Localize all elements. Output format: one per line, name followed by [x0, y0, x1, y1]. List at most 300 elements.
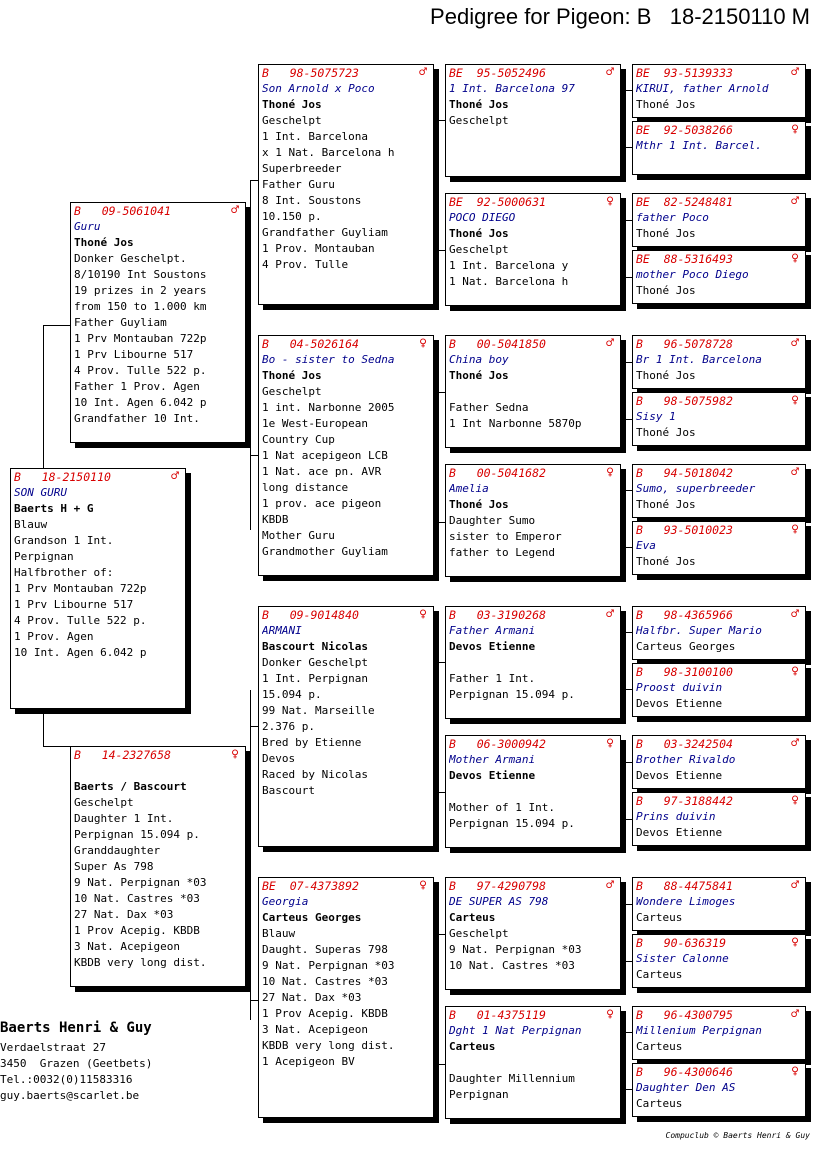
- female-icon: ♀: [606, 194, 614, 209]
- pigeon-name: Mthr 1 Int. Barcel.: [636, 139, 762, 152]
- pigeon-card-p12: [445, 606, 621, 719]
- pigeon-card-p24: [632, 606, 806, 660]
- address-city: 3450 Grazen (Geetbets): [0, 1057, 153, 1070]
- pigeon-info-line: KBDB: [262, 513, 289, 526]
- pigeon-info-line: Father 1 Int.: [449, 672, 536, 685]
- pigeon-info-line: 4 Prov. Tulle 522 p.: [74, 364, 207, 377]
- male-icon: ♂: [791, 465, 799, 480]
- pigeon-name: KIRUI, father Arnold: [636, 82, 769, 95]
- pigeon-info-line: Superbreeder: [262, 162, 342, 175]
- connector-line: [437, 392, 438, 522]
- card-header: [633, 935, 805, 951]
- connector-line: [250, 180, 251, 530]
- connector-line: [437, 934, 445, 935]
- ring-number: B 03-3190268: [449, 608, 546, 622]
- pigeon-name: Daughter Den AS: [636, 1081, 736, 1094]
- pigeon-info-line: sister to Emperor: [449, 530, 562, 543]
- pigeon-info-line: 19 prizes in 2 years: [74, 284, 207, 297]
- male-icon: ♂: [606, 878, 614, 893]
- pigeon-info-line: Mother Guru: [262, 529, 335, 542]
- owner-name: Thoné Jos: [449, 498, 509, 511]
- ring-number: B 90-636319: [636, 936, 727, 950]
- pigeon-info-line: 1 Int Narbonne 5870p: [449, 417, 582, 430]
- pigeon-card-p21: [632, 392, 806, 446]
- pigeon-info-line: 1 Nat. ace pn. AVR: [262, 465, 382, 478]
- connector-line: [43, 325, 44, 468]
- pigeon-info-line: Grandson 1 Int.: [14, 534, 114, 547]
- male-icon: ♂: [791, 336, 799, 351]
- pigeon-info-line: Grandmother Guyliam: [262, 545, 388, 558]
- pigeon-card-p6: [258, 606, 434, 847]
- male-icon: ♂: [606, 65, 614, 80]
- female-icon: ♀: [231, 747, 239, 762]
- pigeon-name: Guru: [74, 220, 101, 233]
- connector-line: [625, 147, 632, 148]
- card-header: [633, 194, 805, 210]
- connector-line: [625, 220, 632, 221]
- pigeon-name: Father Armani: [449, 624, 536, 637]
- pigeon-info-line: [74, 763, 242, 779]
- pigeon-info-line: 1 Acepigeon BV: [262, 1055, 355, 1068]
- pigeon-name: Proost duivin: [636, 681, 723, 694]
- connector-line: [43, 746, 70, 747]
- pigeon-card-p1: [10, 468, 186, 709]
- card-header: [633, 1064, 805, 1080]
- pigeon-info-line: Bascourt: [262, 784, 315, 797]
- connector-line: [625, 762, 632, 763]
- ring-number: BE 88-5316493: [636, 252, 733, 266]
- pigeon-info-line: Geschelpt: [262, 114, 322, 127]
- pigeon-name: Br 1 Int. Barcelona: [636, 353, 762, 366]
- connector-line: [250, 726, 258, 727]
- pigeon-info-line: 1 Prov Acepig. KBDB: [74, 924, 200, 937]
- female-icon: ♀: [791, 393, 799, 408]
- pigeon-info-line: Halfbrother of:: [14, 566, 114, 579]
- connector-line: [625, 90, 632, 91]
- pigeon-name: Eva: [636, 539, 656, 552]
- pigeon-info-line: Raced by Nicolas: [262, 768, 368, 781]
- ring-number: B 94-5018042: [636, 466, 733, 480]
- pigeon-name: father Poco: [636, 211, 709, 224]
- pigeon-name: Millenium Perpignan: [636, 1024, 762, 1037]
- connector-line: [43, 709, 44, 746]
- pigeon-card-p22: [632, 464, 806, 518]
- pigeon-info-line: 10.150 p.: [262, 210, 322, 223]
- pigeon-info-line: 1 Prv Montauban 722p: [14, 582, 147, 595]
- connector-line: [625, 689, 632, 690]
- pigeon-name: Amelia: [449, 482, 489, 495]
- card-header: [446, 465, 620, 481]
- male-icon: ♂: [606, 336, 614, 351]
- pigeon-card-p2: [70, 202, 246, 443]
- female-icon: ♀: [791, 664, 799, 679]
- pigeon-info-line: 10 Int. Agen 6.042 p: [74, 396, 207, 409]
- pigeon-info-line: Carteus: [636, 1097, 683, 1110]
- connector-line: [625, 762, 626, 819]
- connector-line: [250, 180, 258, 181]
- pigeon-info-line: 1 Prov Acepig. KBDB: [262, 1007, 388, 1020]
- pigeon-name: Dght 1 Nat Perpignan: [449, 1024, 582, 1037]
- ring-number: BE 93-5139333: [636, 66, 733, 80]
- ring-number: B 04-5026164: [262, 337, 359, 351]
- ring-number: B 03-3242504: [636, 737, 733, 751]
- connector-line: [250, 690, 251, 1020]
- pigeon-info-line: 99 Nat. Marseille: [262, 704, 375, 717]
- ring-number: B 98-4365966: [636, 608, 733, 622]
- pigeon-card-p25: [632, 663, 806, 717]
- pigeon-info-line: 1 Prov. Agen: [14, 630, 94, 643]
- pigeon-info-line: Thoné Jos: [636, 369, 696, 382]
- card-header: [633, 393, 805, 409]
- ring-number: B 98-5075723: [262, 66, 359, 80]
- pigeon-card-p3: [70, 746, 246, 987]
- copyright-notice: Compuclub © Baerts Henri & Guy: [665, 1131, 810, 1140]
- ring-number: B 96-4300795: [636, 1008, 733, 1022]
- card-header: [633, 607, 805, 623]
- breeder-address: [0, 1020, 152, 1104]
- owner-name: Thoné Jos: [262, 369, 322, 382]
- pigeon-name: China boy: [449, 353, 509, 366]
- address-street: Verdaelstraat 27: [0, 1041, 106, 1054]
- pigeon-info-line: Grandfather Guyliam: [262, 226, 388, 239]
- pigeon-info-line: KBDB very long dist.: [262, 1039, 395, 1052]
- pigeon-info-line: long distance: [262, 481, 349, 494]
- ring-number: B 97-4290798: [449, 879, 546, 893]
- card-header: [633, 1007, 805, 1023]
- card-header: [633, 878, 805, 894]
- pigeon-name: Sumo, superbreeder: [636, 482, 756, 495]
- pigeon-info-line: Carteus: [636, 1040, 683, 1053]
- pigeon-card-p28: [632, 877, 806, 931]
- connector-line: [437, 522, 445, 523]
- pigeon-info-line: 1 Nat. Barcelona h: [449, 275, 569, 288]
- pigeon-info-line: Father Guru: [262, 178, 335, 191]
- card-header: [633, 122, 805, 138]
- pigeon-name: Brother Rivaldo: [636, 753, 736, 766]
- pigeon-card-p27: [632, 792, 806, 846]
- address-email: guy.baerts@scarlet.be: [0, 1089, 140, 1102]
- connector-line: [625, 90, 626, 147]
- pigeon-info-line: 1e West-European: [262, 417, 368, 430]
- pigeon-info-line: x 1 Nat. Barcelona h: [262, 146, 395, 159]
- card-header: [11, 469, 185, 485]
- card-header: [633, 465, 805, 481]
- card-header: [633, 793, 805, 809]
- pigeon-info-line: Super As 798: [74, 860, 154, 873]
- pigeon-info-line: Daughter 1 Int.: [74, 812, 174, 825]
- pigeon-name: DE SUPER AS 798: [449, 895, 549, 908]
- pigeon-info-line: Devos Etienne: [636, 697, 723, 710]
- pigeon-info-line: 1 Nat acepigeon LCB: [262, 449, 388, 462]
- owner-name: Bascourt Nicolas: [262, 640, 368, 653]
- female-icon: ♀: [791, 935, 799, 950]
- connector-line: [625, 277, 632, 278]
- card-header: [446, 194, 620, 210]
- pigeon-info-line: from 150 to 1.000 km: [74, 300, 207, 313]
- pigeon-card-p31: [632, 1063, 806, 1117]
- male-icon: ♂: [791, 194, 799, 209]
- pigeon-card-p16: [632, 64, 806, 118]
- pigeon-card-p4: [258, 64, 434, 305]
- pigeon-info-line: 8/10190 Int Soustons: [74, 268, 207, 281]
- pigeon-info-line: 10 Int. Agen 6.042 p: [14, 646, 147, 659]
- ring-number: B 00-5041850: [449, 337, 546, 351]
- address-phone: Tel.:0032(0)11583316: [0, 1073, 133, 1086]
- owner-name: Thoné Jos: [74, 236, 134, 249]
- pigeon-name: Sister Calonne: [636, 952, 729, 965]
- ring-number: B 93-5010023: [636, 523, 733, 537]
- male-icon: ♂: [791, 65, 799, 80]
- card-header: [259, 878, 433, 894]
- pigeon-info-line: Father Sedna: [449, 401, 529, 414]
- pigeon-info-line: Grandfather 10 Int.: [74, 412, 200, 425]
- pigeon-info-line: 3 Nat. Acepigeon: [74, 940, 180, 953]
- pigeon-info-line: Devos Etienne: [636, 769, 723, 782]
- male-icon: ♂: [791, 607, 799, 622]
- connector-line: [625, 632, 632, 633]
- connector-line: [250, 1000, 258, 1001]
- pigeon-name: 1 Int. Barcelona 97: [449, 82, 575, 95]
- pigeon-info-line: Daught. Superas 798: [262, 943, 388, 956]
- page-title: Pedigree for Pigeon: B 18-2150110 M: [430, 4, 810, 29]
- pigeon-info-line: 2.376 p.: [262, 720, 315, 733]
- connector-line: [625, 490, 626, 547]
- pigeon-info-line: 27 Nat. Dax *03: [74, 908, 174, 921]
- pigeon-info-line: 1 Prv Libourne 517: [14, 598, 134, 611]
- pigeon-name: Son Arnold x Poco: [262, 82, 375, 95]
- pigeon-info-line: Perpignan 15.094 p.: [74, 828, 200, 841]
- pigeon-info-line: 1 prov. ace pigeon: [262, 497, 382, 510]
- pigeon-info-line: 4 Prov. Tulle 522 p.: [14, 614, 147, 627]
- ring-number: B 09-9014840: [262, 608, 359, 622]
- pigeon-info-line: 10 Nat. Castres *03: [449, 959, 575, 972]
- pigeon-info-line: 10 Nat. Castres *03: [74, 892, 200, 905]
- pigeon-info-line: Country Cup: [262, 433, 335, 446]
- ring-number: B 14-2327658: [74, 748, 171, 762]
- pigeon-name: Mother Armani: [449, 753, 536, 766]
- pigeon-card-p14: [445, 877, 621, 990]
- card-header: [633, 336, 805, 352]
- ring-number: B 98-5075982: [636, 394, 733, 408]
- connector-line: [625, 1032, 632, 1033]
- pigeon-info-line: 1 Prv Libourne 517: [74, 348, 194, 361]
- male-icon: ♂: [791, 878, 799, 893]
- connector-line: [437, 120, 438, 250]
- owner-name: Carteus: [449, 1040, 496, 1053]
- card-header: [259, 65, 433, 81]
- pigeon-info-line: [449, 784, 617, 800]
- male-icon: ♂: [606, 607, 614, 622]
- pigeon-info-line: Carteus: [636, 968, 683, 981]
- card-header: [446, 878, 620, 894]
- pigeon-info-line: Devos: [262, 752, 296, 765]
- connector-line: [250, 455, 258, 456]
- male-icon: ♂: [791, 736, 799, 751]
- owner-name: Thoné Jos: [262, 98, 322, 111]
- connector-line: [437, 392, 445, 393]
- pigeon-card-p20: [632, 335, 806, 389]
- owner-name: Baerts / Bascourt: [74, 780, 187, 793]
- pigeon-info-line: Carteus Georges: [636, 640, 736, 653]
- breeder-name: Baerts Henri & Guy: [0, 1020, 152, 1036]
- pigeon-info-line: Blauw: [14, 518, 48, 531]
- pigeon-name: POCO DIEGO: [449, 211, 516, 224]
- pigeon-info-line: Perpignan 15.094 p.: [449, 817, 575, 830]
- pigeon-info-line: [449, 384, 617, 400]
- pigeon-info-line: 9 Nat. Perpignan *03: [449, 943, 582, 956]
- pigeon-info-line: Thoné Jos: [636, 555, 696, 568]
- pigeon-card-p30: [632, 1006, 806, 1060]
- pigeon-info-line: Thoné Jos: [636, 227, 696, 240]
- pigeon-info-line: 1 int. Narbonne 2005: [262, 401, 395, 414]
- ring-number: B 00-5041682: [449, 466, 546, 480]
- pigeon-info-line: 3 Nat. Acepigeon: [262, 1023, 368, 1036]
- pigeon-info-line: [449, 1055, 617, 1071]
- pigeon-info-line: Thoné Jos: [636, 426, 696, 439]
- pigeon-card-p18: [632, 193, 806, 247]
- owner-name: Thoné Jos: [449, 369, 509, 382]
- pigeon-name: mother Poco Diego: [636, 268, 749, 281]
- female-icon: ♀: [419, 878, 427, 893]
- pigeon-info-line: 9 Nat. Perpignan *03: [262, 959, 395, 972]
- ring-number: B 98-3100100: [636, 665, 733, 679]
- pigeon-info-line: Devos Etienne: [636, 826, 723, 839]
- pigeon-info-line: Carteus: [636, 911, 683, 924]
- card-header: [446, 607, 620, 623]
- owner-name: Baerts H + G: [14, 502, 94, 515]
- male-icon: ♂: [171, 469, 179, 484]
- pigeon-info-line: Donker Geschelpt: [262, 656, 368, 669]
- pigeon-info-line: Geschelpt: [449, 243, 509, 256]
- pigeon-info-line: Geschelpt: [449, 114, 509, 127]
- pigeon-info-line: Daughter Sumo: [449, 514, 536, 527]
- owner-name: Devos Etienne: [449, 640, 536, 653]
- pigeon-card-p29: [632, 934, 806, 988]
- pigeon-info-line: Geschelpt: [74, 796, 134, 809]
- pigeon-info-line: Granddaughter: [74, 844, 161, 857]
- connector-line: [437, 120, 445, 121]
- connector-line: [625, 1089, 632, 1090]
- owner-name: Thoné Jos: [449, 98, 509, 111]
- connector-line: [625, 904, 626, 961]
- ring-number: BE 07-4373892: [262, 879, 359, 893]
- ring-number: B 01-4375119: [449, 1008, 546, 1022]
- female-icon: ♀: [606, 736, 614, 751]
- pigeon-name: ARMANI: [262, 624, 302, 637]
- pigeon-name: Bo - sister to Sedna: [262, 353, 395, 366]
- pigeon-info-line: Daughter Millennium: [449, 1072, 575, 1085]
- card-header: [259, 607, 433, 623]
- female-icon: ♀: [791, 122, 799, 137]
- pigeon-info-line: Thoné Jos: [636, 498, 696, 511]
- ring-number: B 97-3188442: [636, 794, 733, 808]
- pigeon-info-line: 4 Prov. Tulle: [262, 258, 349, 271]
- card-header: [446, 336, 620, 352]
- card-header: [446, 65, 620, 81]
- pigeon-info-line: Thoné Jos: [636, 98, 696, 111]
- pigeon-name: Halfbr. Super Mario: [636, 624, 762, 637]
- card-header: [446, 1007, 620, 1023]
- pigeon-info-line: 10 Nat. Castres *03: [262, 975, 388, 988]
- connector-line: [625, 632, 626, 689]
- ring-number: B 96-4300646: [636, 1065, 733, 1079]
- pigeon-info-line: Mother of 1 Int.: [449, 801, 555, 814]
- female-icon: ♀: [791, 251, 799, 266]
- pigeon-info-line: Father 1 Prov. Agen: [74, 380, 200, 393]
- pigeon-card-p19: [632, 250, 806, 304]
- pigeon-name: Sisy 1: [636, 410, 676, 423]
- owner-name: Carteus Georges: [262, 911, 362, 924]
- card-header: [633, 522, 805, 538]
- ring-number: BE 92-5000631: [449, 195, 546, 209]
- female-icon: ♀: [791, 1064, 799, 1079]
- pigeon-info-line: 8 Int. Soustons: [262, 194, 362, 207]
- connector-line: [625, 490, 632, 491]
- pigeon-info-line: 1 Int. Barcelona y: [449, 259, 569, 272]
- female-icon: ♀: [791, 793, 799, 808]
- pigeon-info-line: Geschelpt: [262, 385, 322, 398]
- pigeon-card-p17: [632, 121, 806, 175]
- connector-line: [43, 325, 70, 326]
- ring-number: B 09-5061041: [74, 204, 171, 218]
- pigeon-info-line: Donker Geschelpt.: [74, 252, 187, 265]
- ring-number: BE 92-5038266: [636, 123, 733, 137]
- pigeon-info-line: Blauw: [262, 927, 296, 940]
- connector-line: [625, 819, 632, 820]
- female-icon: ♀: [791, 522, 799, 537]
- connector-line: [625, 220, 626, 277]
- ring-number: B 18-2150110: [14, 470, 111, 484]
- female-icon: ♀: [419, 336, 427, 351]
- pigeon-info-line: 27 Nat. Dax *03: [262, 991, 362, 1004]
- connector-line: [625, 362, 632, 363]
- pigeon-info-line: father to Legend: [449, 546, 555, 559]
- pigeon-card-p11: [445, 464, 621, 577]
- card-header: [633, 664, 805, 680]
- pigeon-info-line: Perpignan: [449, 1088, 509, 1101]
- pigeon-info-line: 1 Prv Montauban 722p: [74, 332, 207, 345]
- ring-number: BE 82-5248481: [636, 195, 733, 209]
- pigeon-info-line: Perpignan: [14, 550, 74, 563]
- connector-line: [625, 1032, 626, 1089]
- pigeon-info-line: [449, 655, 617, 671]
- card-header: [446, 736, 620, 752]
- connector-line: [437, 662, 445, 663]
- ring-number: B 88-4475841: [636, 879, 733, 893]
- pigeon-info-line: KBDB very long dist.: [74, 956, 207, 969]
- pigeon-card-p13: [445, 735, 621, 848]
- pigeon-name: Wondere Limoges: [636, 895, 736, 908]
- pigeon-info-line: Bred by Etienne: [262, 736, 362, 749]
- pigeon-info-line: Geschelpt: [449, 927, 509, 940]
- connector-line: [625, 961, 632, 962]
- owner-name: Carteus: [449, 911, 496, 924]
- connector-line: [437, 250, 445, 251]
- card-header: [633, 65, 805, 81]
- pigeon-card-p10: [445, 335, 621, 448]
- female-icon: ♀: [419, 607, 427, 622]
- pigeon-info-line: Thoné Jos: [636, 284, 696, 297]
- pigeon-card-p26: [632, 735, 806, 789]
- pigeon-info-line: 15.094 p.: [262, 688, 322, 701]
- card-header: [633, 736, 805, 752]
- connector-line: [625, 419, 632, 420]
- pigeon-name: Prins duivin: [636, 810, 716, 823]
- pigeon-card-p15: [445, 1006, 621, 1119]
- connector-line: [437, 662, 438, 792]
- connector-line: [625, 547, 632, 548]
- card-header: [633, 251, 805, 267]
